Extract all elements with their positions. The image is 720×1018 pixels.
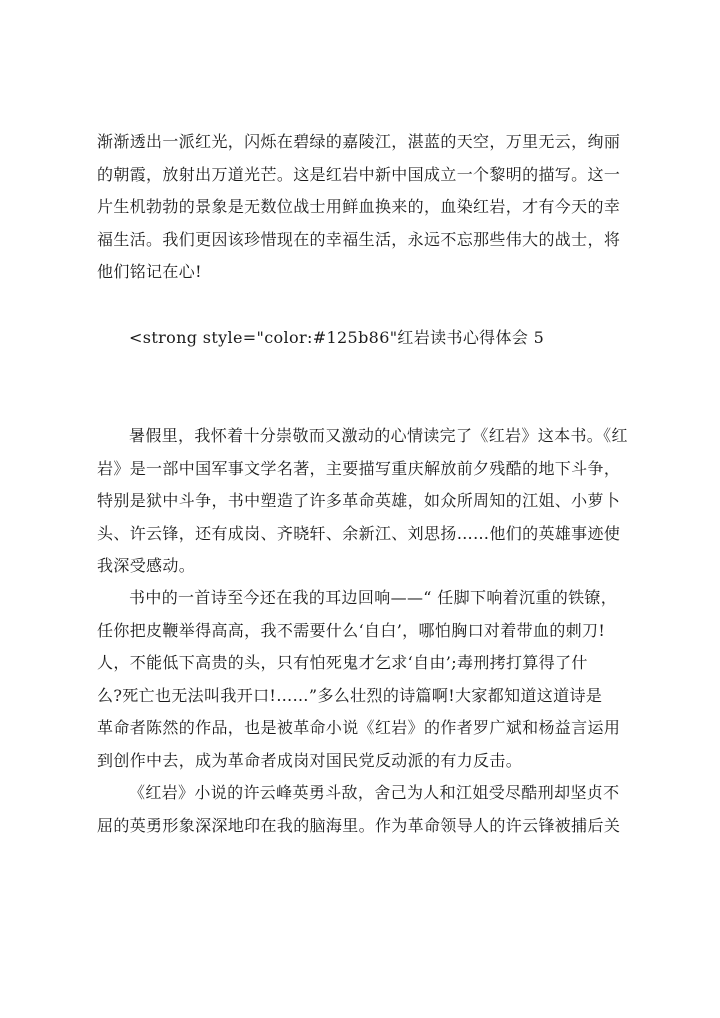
text-line: 书中的一首诗至今还在我的耳边回响——“ 任脚下响着沉重的铁镣，	[129, 588, 618, 607]
paragraph	[97, 777, 637, 842]
text-line: 渐渐透出一派红光，闪烁在碧绿的嘉陵江，湛蓝的天空，万里无云，绚丽	[97, 132, 621, 151]
text-line: 到创作中去，成为革命者成岗对国民党反动派的有力反击。	[97, 750, 523, 770]
text-line: 《红岩》小说的许云峰英勇斗敌，舍己为人和江姐受尽酷刑却坚贞不	[129, 783, 620, 802]
text-line: 福生活。我们更因该珍惜现在的幸福生活，永远不忘那些伟大的战士，将	[97, 229, 621, 249]
text-line: 他们铭记在心!	[97, 262, 202, 282]
text-line: 人，不能低下高贵的头，只有怕死鬼才乞求‘自由’;毒刑拷打算得了什	[97, 653, 588, 673]
text-line: 革命者陈然的作品，也是被革命小说《红岩》的作者罗广斌和杨益言运用	[97, 718, 621, 738]
text-line: 头、许云锋，还有成岗、齐晓轩、余新江、刘思扬……他们的英雄事迹使	[97, 523, 621, 543]
paragraph	[97, 126, 637, 289]
text-line: 屈的英勇形象深深地印在我的脑海里。作为革命领导人的许云锋被捕后关	[97, 815, 621, 835]
text-line: 暑假里，我怀着十分崇敬而又激动的心情读完了《红岩》这本书。《红	[129, 426, 628, 445]
text-line: 特别是狱中斗争，书中塑造了许多革命英雄，如众所周知的江姐、小萝卜	[97, 491, 621, 511]
text-line: 的朝霞，放射出万道光芒。这是红岩中新中国成立一个黎明的描写。这一	[97, 164, 621, 184]
text-line: 任你把皮鞭举得高高，我不需要什么‘自白’，哪怕胸口对着带血的刺刀!	[97, 620, 606, 640]
section-heading	[97, 322, 637, 355]
paragraph	[97, 420, 637, 583]
paragraph	[97, 582, 637, 778]
text-line: 么?死亡也无法叫我开口!……”多么壮烈的诗篇啊!大家都知道这道诗是	[97, 685, 603, 705]
text-line: 片生机勃勃的景象是无数位战士用鲜血换来的，血染红岩，才有今天的幸	[97, 197, 621, 217]
text-line: 岩》是一部中国军事文学名著，主要描写重庆解放前夕残酷的地下斗争，	[97, 458, 621, 478]
heading-text: <strong style="color:#125b86"红岩读书心得体会 5	[129, 328, 545, 347]
text-line: 我深受感动。	[97, 556, 196, 576]
